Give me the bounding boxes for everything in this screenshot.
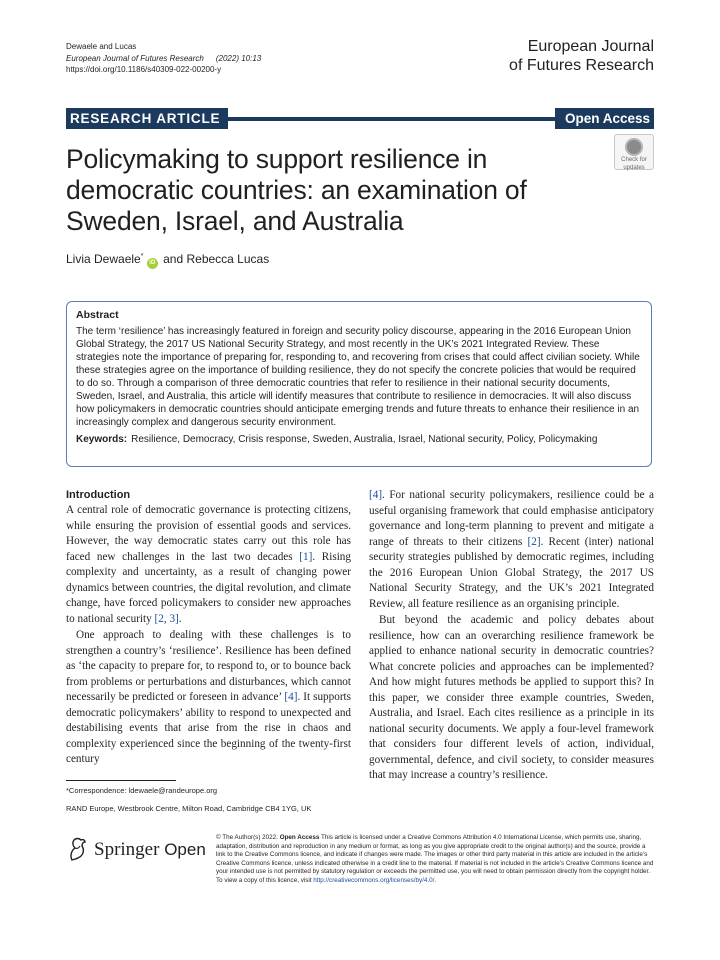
journal-name [509,37,654,75]
article-type-label: RESEARCH ARTICLE [66,108,228,129]
license-end: . [434,876,437,884]
journal-name-line2: of Futures Research [509,57,654,74]
journal-name-line1: European Journal [527,38,654,55]
article-title: Policymaking to support resilience in democratic countries: an examination of Sweden, Israel, and Australia [66,144,527,236]
abstract-heading: Abstract [76,309,119,321]
body-column-right [369,488,654,784]
license-open-access: Open Access [279,834,320,841]
article-banner [66,108,654,129]
paragraph-2 [66,628,351,768]
section-heading-introduction: Introduction [66,489,131,501]
meta-journal: European Journal of Futures Research [66,53,204,63]
meta-year-issue: (2022) 10:13 [215,53,262,63]
publisher-name [94,839,206,861]
crossmark-icon [625,138,643,156]
license-link[interactable]: http://creativecommons.org/licenses/by/4.0/ [313,876,435,884]
author-list [66,249,269,269]
check-for-updates-button[interactable] [614,134,654,170]
springer-horse-icon [66,836,88,862]
meta-authors: Dewaele and Lucas [66,42,137,51]
affiliation-note: RAND Europe, Westbrook Centre, Milton Road, Cambridge CB4 1YG, UK [66,804,312,813]
text-run: . For national security policymakers, resilience could be a useful organising framework that could emphasise anticipatory governance and long-term planning to prevent and mitigate a range of threats to their citizens [369,489,654,548]
paragraph-2-continued [369,488,654,612]
keywords-row [76,433,643,446]
text-run: . It supports democratic policymakers’ ability to respond to unexpected and destabilising events that arise from the rise in chaos and complexity experienced since the beginning of the twenty-first century [66,691,352,765]
text-run: . Rising complexity and uncertainty, as a result of changing power dynamics between countries, the digital revolution, and climate change, have forced policymakers to consider new approaches to national security [66,550,351,625]
footnote-rule [66,780,176,781]
article-meta [66,41,261,76]
author-2[interactable]: and Rebecca Lucas [159,252,270,266]
text-run: A central role of democratic governance is protecting citizens, while ensuring the provision of essential goods and services. However, the way democratic states carry out this role has faced new challenges in the last two decades [66,504,351,563]
keywords-list: Resilience, Democracy, Crisis response, Sweden, Australia, Israel, National security, Policy, Policymaking [131,434,598,445]
publisher-open: Open [164,840,206,859]
check-updates-line1: Check for [621,157,647,163]
abstract-text: The term ‘resilience’ has increasingly featured in foreign and security policy discourse, appearing in the 2016 European Union Global Strategy, the 2017 US National Security Strategy, and most recently in the UK’s 2021 Integrated Review. These strategies note the importance of preparing for, responding to, and recovering from crises that could affect civilian society. While these strategies agree on the importance of building resilience, they do not specify the concrete policies that would be required to do so. Through a comparison of three democratic countries that refer to resilience in their national security documents, Sweden, Israel, and Australia, this article will identify measures that contribute to resilience in democracies. It will also discuss how policymakers in democratic countries should anticipate emerging trends and future threats to enhance their resilience in an increasingly complex and dangerous security environment. [76,326,640,428]
license-lead: © The Author(s) 2022. [216,834,280,841]
meta-journal-row [66,53,261,65]
text-run: One approach to dealing with these challenges is to strengthen a country’s ‘resilience’. Resilience has been defined as ‘the capacity to prepare for, to respond to, or to bounce back from problems or perturbations and disturbances, which cannot necessarily be predicted or foreseen in advance’ [66,629,351,703]
citation-link[interactable]: [2] [527,535,541,548]
text-run: . Recent (inter) national security strategies published by democratic regimes, including the 2016 European Union Global Strategy, the 2017 US National Security Strategy, and the UK’s 2021 Integrated Review, all feature resilience as an organising principle. [369,535,654,610]
text-run: . [178,612,182,625]
author-1[interactable]: Livia Dewaele [66,252,141,266]
publisher-springer: Springer [94,839,160,860]
citation-link[interactable]: [4] [284,691,298,703]
license-text [216,834,654,886]
check-updates-line2: updates [623,164,645,171]
license-body: This article is licensed under a Creative Commons Attribution 4.0 International License, which permits use, sharing, adaptation, distribution and reproduction in any medium or format, as long as you give appropriate credit to the original author(s) and the source, provide a link to the Creative Commons licence, and indicate if changes were made. The images or other third party material in this article are included in the article’s Creative Commons licence, unless indicated otherwise in a credit line to the material. If material is not included in the article’s Creative Commons licence and your intended use is not permitted by statutory regulation or exceeds the permitted use, you will need to obtain permission directly from the copyright holder. To view a copy of this licence, visit [216,834,654,884]
body-column-left [66,488,351,768]
open-access-label: Open Access [555,108,654,129]
keywords-label: Keywords: [76,434,128,445]
correspondence-note: *Correspondence: ldewaele@randeurope.org [66,786,218,795]
orcid-icon[interactable]: iD [147,258,158,269]
corresponding-marker: * [140,253,144,260]
paragraph-1 [66,503,351,627]
citation-link[interactable]: [4] [369,489,383,501]
meta-doi[interactable]: https://doi.org/10.1186/s40309-022-00200-y [66,65,222,74]
citation-link[interactable]: [2, 3] [154,612,179,625]
abstract-box [66,301,652,467]
paragraph-3: But beyond the academic and policy debates about resilience, how can an overarching resilience framework be applied to enhance national security in democratic countries? What concrete policies and approaches can be implemented? And how might futures methods be applied to support this? In this paper, we consider three example countries, Sweden, Australia, and Israel. Each cites resilience as a principle in its national security documents. We apply a four-level framework that considers four different levels of action, individual, governmental, defence, and civil society, to consider measures that may increase a country’s resilience. [369,614,654,781]
citation-link[interactable]: [1] [299,550,313,563]
